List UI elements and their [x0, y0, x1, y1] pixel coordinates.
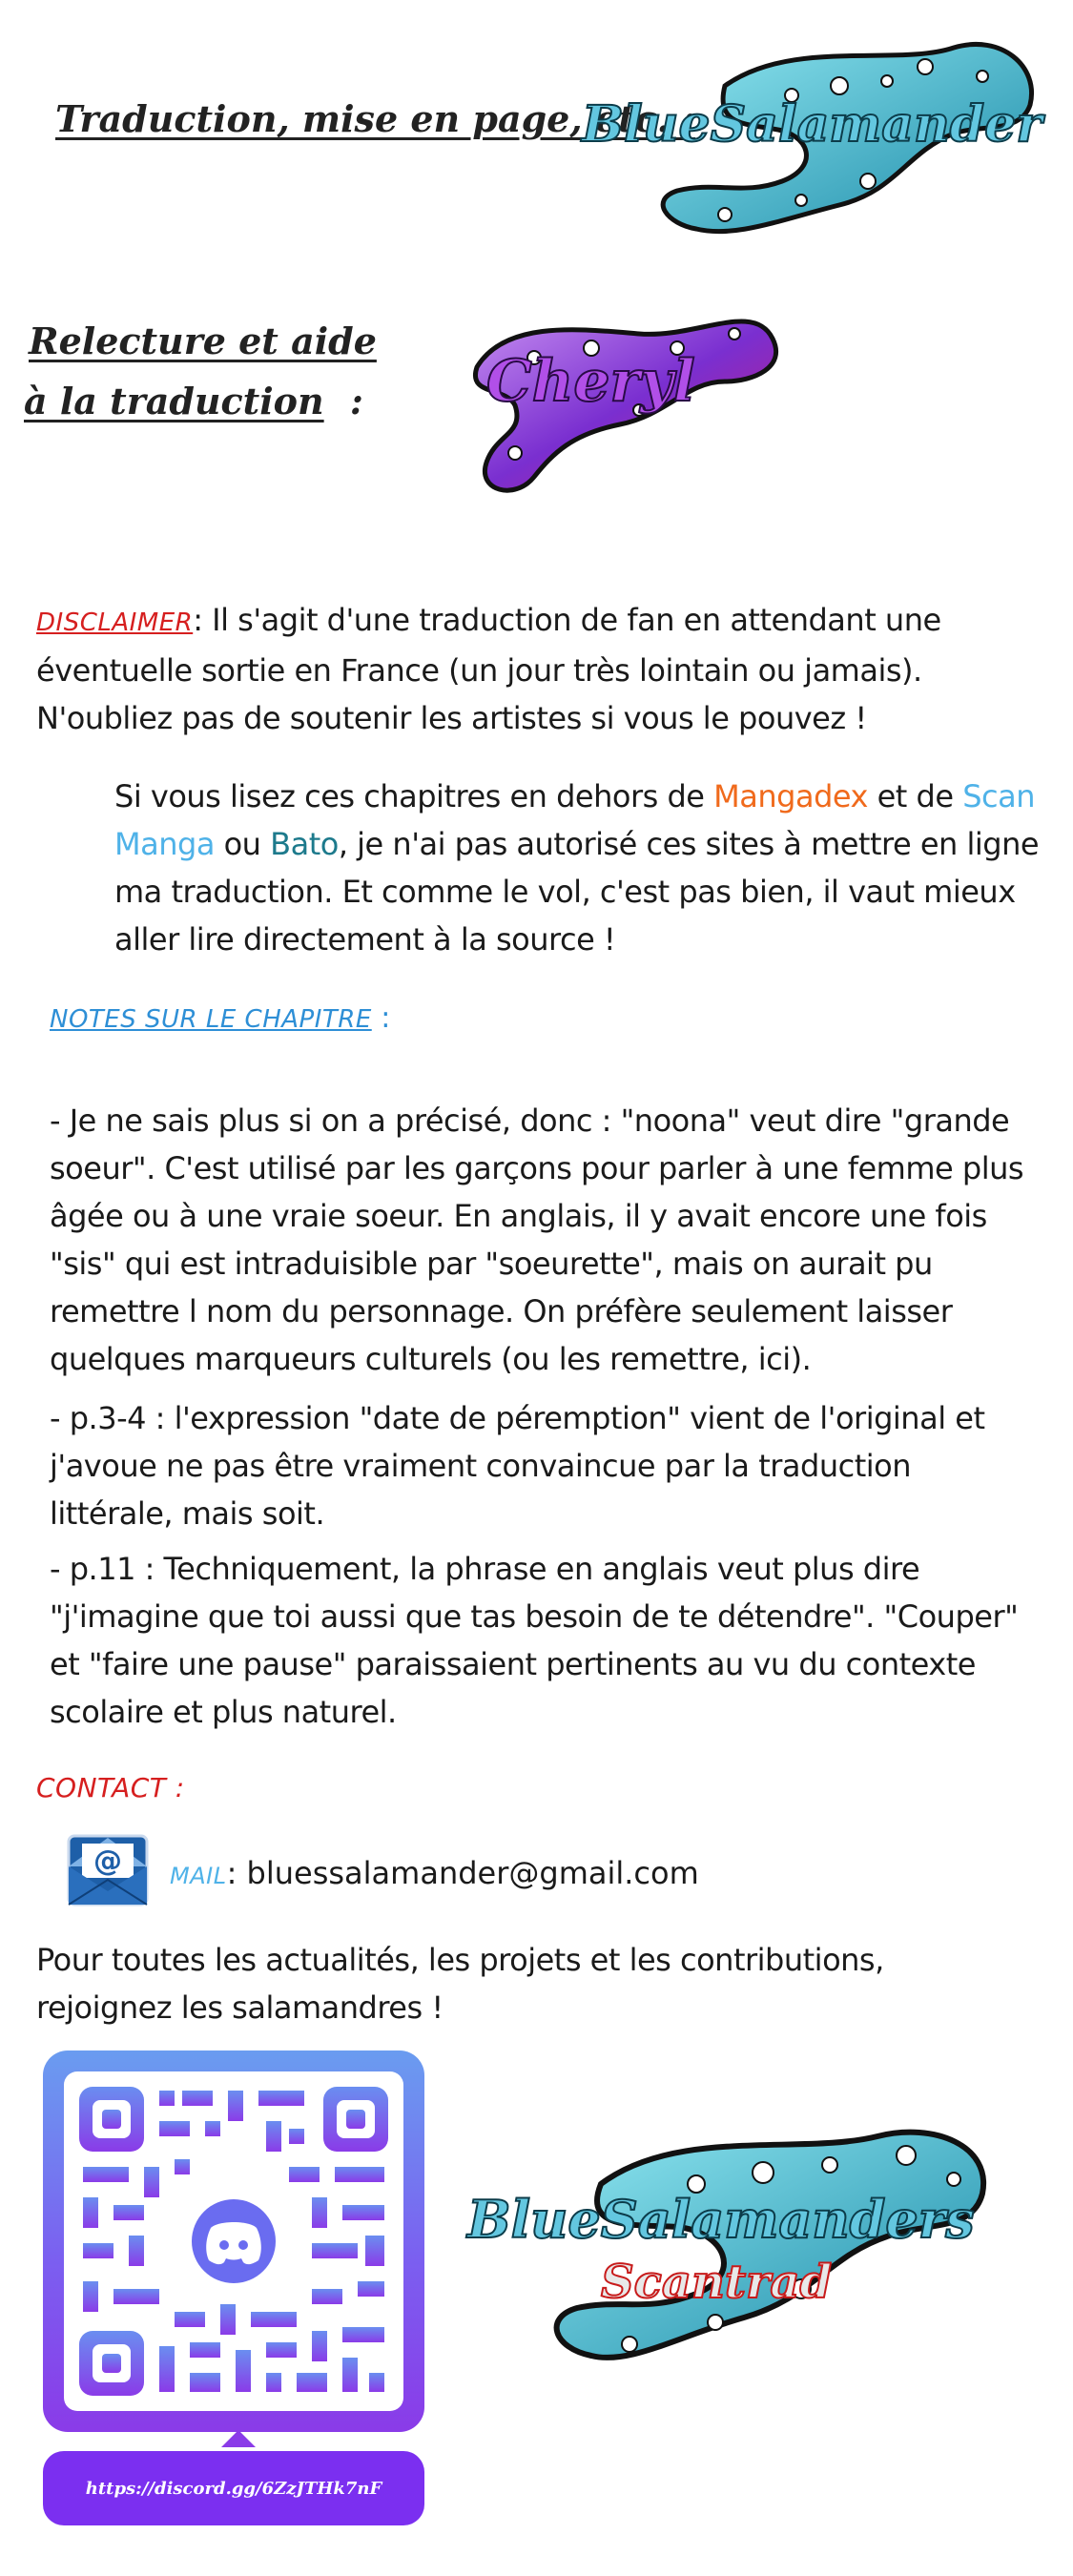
qr-code-icon — [64, 2071, 403, 2411]
join-text: Pour toutes les actualités, les projets et les contributions, rejoignez les salamandres ! — [36, 1942, 884, 2026]
disclaimer-paragraph — [36, 596, 1047, 742]
contact-label: CONTACT : — [36, 1772, 185, 1803]
source-notice-paragraph — [114, 773, 1059, 963]
proofread-label-line2: à la traduction — [24, 380, 324, 422]
translation-credit-label: Traduction, mise en page, etc. : — [55, 97, 696, 140]
note-1: - Je ne sais plus si on a précisé, donc : "noona" veut dire "grande soeur". C'est utilisé par les garçons pour parler à une femme plus âgée ou à une vraie soeur. En anglais, il y avait encore une fois "sis" qui est intraduisible par "soeurette", mais on aurait pu remettre l nom du personnage. On préfère seulement laisser quelques marqueurs culturels (ou les remettre, ici). — [50, 1103, 1024, 1377]
source-notice-text-3: ou — [214, 826, 271, 862]
notes-label: NOTES SUR LE CHAPITRE — [50, 1005, 372, 1034]
bato-link[interactable]: Bato — [270, 826, 339, 862]
scantrad-logo-line2: Scantrad — [601, 2256, 833, 2309]
note-2: - p.3-4 : l'expression "date de péremption" vient de l'original et j'avoue ne pas être vraiment convaincue par la traduction littérale, mais soit. — [50, 1400, 985, 1532]
email-address[interactable]: : bluessalamander@gmail.com — [226, 1855, 699, 1891]
notes-colon: : — [381, 1001, 391, 1035]
email-line — [170, 1855, 699, 1891]
cheryl-logo-text: Cheryl — [486, 348, 695, 415]
scantrad-logo-line1: BlueSalamanders — [467, 2189, 975, 2250]
discord-qr-card[interactable] — [43, 2050, 424, 2432]
disclaimer-label: DISCLAIMER — [36, 608, 194, 637]
proofread-colon: : — [349, 380, 363, 422]
proofread-label-line1: Relecture et aide — [29, 319, 377, 362]
mail-label: MAIL — [170, 1863, 227, 1889]
discord-url[interactable]: https://discord.gg/6ZzJTHk7nF — [85, 2478, 382, 2499]
cheryl-logo — [448, 291, 792, 510]
scanmanga-link[interactable]: Scan Manga — [114, 778, 1035, 862]
scantrad-logo — [458, 2098, 1049, 2403]
disclaimer-text: : Il s'agit d'une traduction de fan en attendant une éventuelle sortie en France (un jour très lointain ou jamais). N'oubliez pas de soutenir les artistes si vous le pouvez ! — [36, 602, 941, 736]
source-notice-text-2: et de — [867, 778, 963, 814]
proofread-label-line2-wrap — [24, 380, 363, 422]
source-notice-text-4: , — [338, 826, 348, 862]
svg-text:@: @ — [93, 1844, 122, 1878]
mail-envelope-icon — [65, 1826, 151, 1912]
salamander-logo-scantrad-icon — [458, 2098, 1049, 2403]
note-3: - p.11 : Techniquement, la phrase en anglais veut plus dire "j'imagine que toi aussi que tas besoin de te détendre". "Couper" et "faire une pause" paraissaient pertinents au vu du contexte scolaire et plus naturel. — [50, 1551, 1019, 1730]
bluesalamander-logo — [582, 29, 1049, 258]
notes-heading — [50, 1001, 390, 1035]
bluesalamander-logo-text: BlueSalamander — [582, 95, 1042, 154]
mangadex-link[interactable]: Mangadex — [713, 778, 868, 814]
source-notice-text-5: je n'ai pas autorisé ces sites à mettre en ligne ma traduction. Et comme le vol, c'est pas bien, il vaut mieux aller lire directement à la source ! — [114, 826, 1040, 958]
qr-pointer — [221, 2430, 256, 2447]
discord-qr-code — [64, 2071, 403, 2411]
source-notice-text-1: Si vous lisez ces chapitres en dehors de — [114, 778, 714, 814]
discord-link-banner[interactable] — [43, 2451, 424, 2525]
